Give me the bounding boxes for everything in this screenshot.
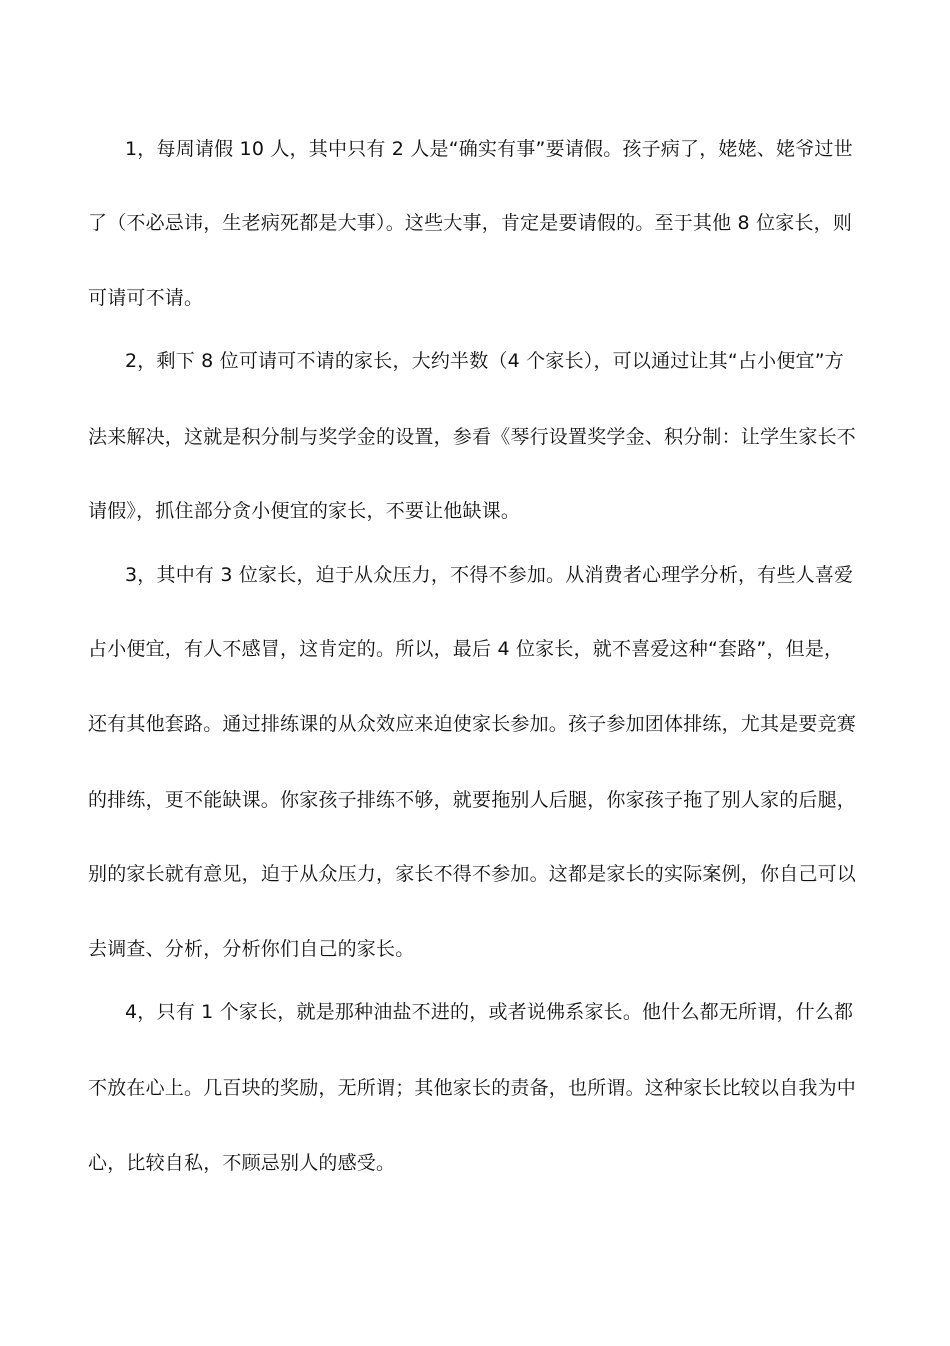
paragraph-1-line-2: 了（不必忌讳，生老病死都是大事）。这些大事，肯定是要请假的。至于其他 8 位家长，则 <box>88 212 853 234</box>
paragraph-3-line-4: 的排练，更不能缺课。你家孩子排练不够，就要拖别人后腿，你家孩子拖了别人家的后腿， <box>88 789 857 811</box>
paragraph-3-line-3: 还有其他套路。通过排练课的从众效应来迫使家长参加。孩子参加团体排练，尤其是要竞赛 <box>88 713 857 735</box>
paragraph-1-line-1: 1，每周请假 10 人，其中只有 2 人是“确实有事”要请假。孩子病了，姥姥、姥爷过世 <box>125 138 853 160</box>
paragraph-3-line-6: 去调查、分析，分析你们自己的家长。 <box>88 938 415 960</box>
paragraph-2-line-1: 2，剩下 8 位可请可不请的家长，大约半数（4 个家长），可以通过让其“占小便宜”方 <box>125 350 844 372</box>
paragraph-1-line-3: 可请可不请。 <box>88 287 204 309</box>
paragraph-3-line-1: 3，其中有 3 位家长，迫于从众压力，不得不参加。从消费者心理学分析，有些人喜爱 <box>125 564 854 586</box>
paragraph-3-line-5: 别的家长就有意见，迫于从众压力，家长不得不参加。这都是家长的实际案例，你自己可以 <box>88 863 857 885</box>
paragraph-4-line-1: 4，只有 1 个家长，就是那种油盐不进的，或者说佛系家长。他什么都无所谓，什么都 <box>125 1001 854 1023</box>
paragraph-4-line-3: 心，比较自私，不顾忌别人的感受。 <box>88 1152 396 1174</box>
paragraph-2-line-2: 法来解决，这就是积分制与奖学金的设置，参看《琴行设置奖学金、积分制：让学生家长不 <box>88 426 857 448</box>
paragraph-4-line-2: 不放在心上。几百块的奖励，无所谓；其他家长的责备，也所谓。这种家长比较以自我为中 <box>88 1077 857 1099</box>
paragraph-3-line-2: 占小便宜，有人不感冒，这肯定的。所以，最后 4 位家长，就不喜爱这种“套路”，但是， <box>88 638 844 660</box>
paragraph-2-line-3: 请假》，抓住部分贪小便宜的家长，不要让他缺课。 <box>88 500 521 522</box>
